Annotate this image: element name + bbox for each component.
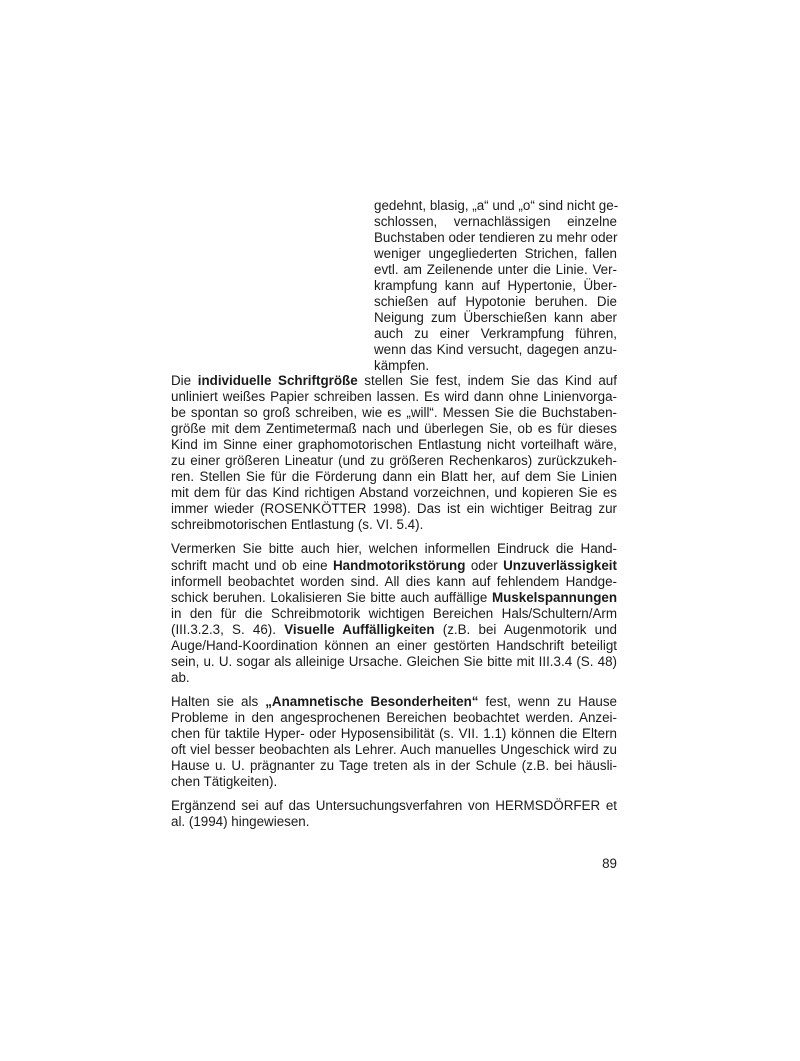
text-line: schick beruhen. Lokalisieren Sie bitte auch auffällige Muskelspannungen (171, 589, 617, 605)
paragraph-anamnese (171, 694, 617, 790)
paragraph-ergaenzend (171, 798, 617, 830)
text-line: (III.3.2.3, S. 46). Visuelle Auffälligkeiten (z.B. bei Augenmotorik und (171, 621, 617, 637)
main-body (171, 373, 617, 838)
text-line: Ergänzend sei auf das Untersuchungsverfahren von HERMSDÖRFER et (171, 798, 617, 814)
term-unzuverlaessigkeit: Unzuverlässigkeit (503, 557, 617, 573)
text-line: evtl. am Zeilenende unter die Linie. Ver- (374, 262, 617, 278)
text-line: Halten sie als „Anamnetische Besonderheiten“ fest, wenn zu Hause (171, 693, 617, 709)
text-line: al. (1994) hingewiesen. (171, 814, 310, 830)
text-line: informell beobachtet worden sind. All dies kann auf fehlendem Handge- (171, 573, 617, 589)
text-line: unliniert weißes Papier schreiben lassen. Es wird dann ohne Linienvorga- (171, 389, 617, 405)
paragraph-schriftgroesse (171, 373, 617, 533)
text-line: größe mit dem Zentimetermaß nach und überlegen Sie, ob es für dieses (171, 421, 617, 437)
text-line: Auge/Hand-Koordination können an einer gestörten Handschrift beteiligt (171, 637, 617, 653)
text-line: Probleme in den angesprochenen Bereichen beobachtet werden. Anzei- (171, 709, 617, 725)
text-line: immer wieder (ROSENKÖTTER 1998). Das ist ein wichtiger Beitrag zur (171, 501, 617, 517)
text-line: ren. Stellen Sie für die Förderung dann ein Blatt her, auf dem Sie Linien (171, 469, 617, 485)
text-line: sein, u. U. sogar als alleinige Ursache. Gleichen Sie bitte mit III.3.4 (S. 48) (171, 653, 617, 669)
text-line: Vermerken Sie bitte auch hier, welchen informellen Eindruck die Hand- (171, 541, 617, 557)
continued-paragraph (374, 198, 617, 375)
term-handmotorikstoerung: Handmotorikstörung (332, 557, 466, 573)
text-line: gedehnt, blasig, „a“ und „o“ sind nicht ge- (374, 198, 619, 213)
term-visuelle-auffaelligkeiten: Visuelle Auffälligkeiten (284, 621, 435, 637)
text-line: be spontan so groß schreiben, wie es „will“. Messen Sie die Buchstaben- (171, 405, 617, 421)
text-line: schlossen, vernachlässigen einzelne (374, 214, 617, 230)
text-line: mit dem für das Kind richtigen Abstand vorzeichnen, und kopieren Sie es (171, 485, 617, 501)
text-line: schrift macht und ob eine Handmotorikstörung oder Unzuverlässigkeit (171, 557, 617, 573)
text-line: schießen auf Hypotonie beruhen. Die (374, 294, 617, 310)
text-line: Die individuelle Schriftgröße stellen Sie fest, indem Sie das Kind auf (171, 373, 617, 388)
term-schriftgroesse: individuelle Schriftgröße (197, 373, 358, 388)
text-line: chen für taktile Hyper- oder Hyposensibilität (s. VII. 1.1) können die Eltern (171, 725, 617, 741)
text-line: krampfung kann auf Hypertonie, Über- (374, 278, 617, 294)
text-line: Hause u. U. prägnanter zu Tage treten als in der Schule (z.B. bei häusli- (171, 758, 617, 774)
text-line: Kind im Sinne einer graphomotorischen Entlastung nicht vorteilhaft wäre, (171, 437, 617, 453)
text-line: wenn das Kind versucht, dagegen anzu- (374, 342, 617, 358)
text-line: in den für die Schreibmotorik wichtigen Bereichen Hals/Schultern/Arm (171, 605, 617, 621)
text-line: zu einer größeren Lineatur (und zu größeren Rechenkaros) zurückzukeh- (171, 453, 617, 469)
text-line: chen Tätigkeiten). (171, 774, 278, 790)
text-line: Neigung zum Überschießen kann aber (374, 310, 617, 326)
text-line: schreibmotorischen Entlastung (s. VI. 5.4). (171, 517, 424, 533)
text-line: oft viel besser beobachten als Lehrer. Auch manuelles Ungeschick wird zu (171, 742, 617, 758)
page-number: 89 (602, 856, 617, 871)
paragraph-handschrift (171, 541, 617, 685)
text-line: ab. (171, 669, 190, 685)
term-anamnetische-besonderheiten: „Anamnetische Besonderheiten“ (265, 693, 479, 709)
text-line: auch zu einer Verkrampfung führen, (374, 326, 617, 342)
text-line: kämpfen. (374, 358, 430, 374)
text-line: Buchstaben oder tendieren zu mehr oder (374, 230, 618, 246)
text-line: weniger ungegliederten Strichen, fallen (374, 246, 617, 262)
term-muskelspannungen: Muskelspannungen (492, 589, 617, 605)
